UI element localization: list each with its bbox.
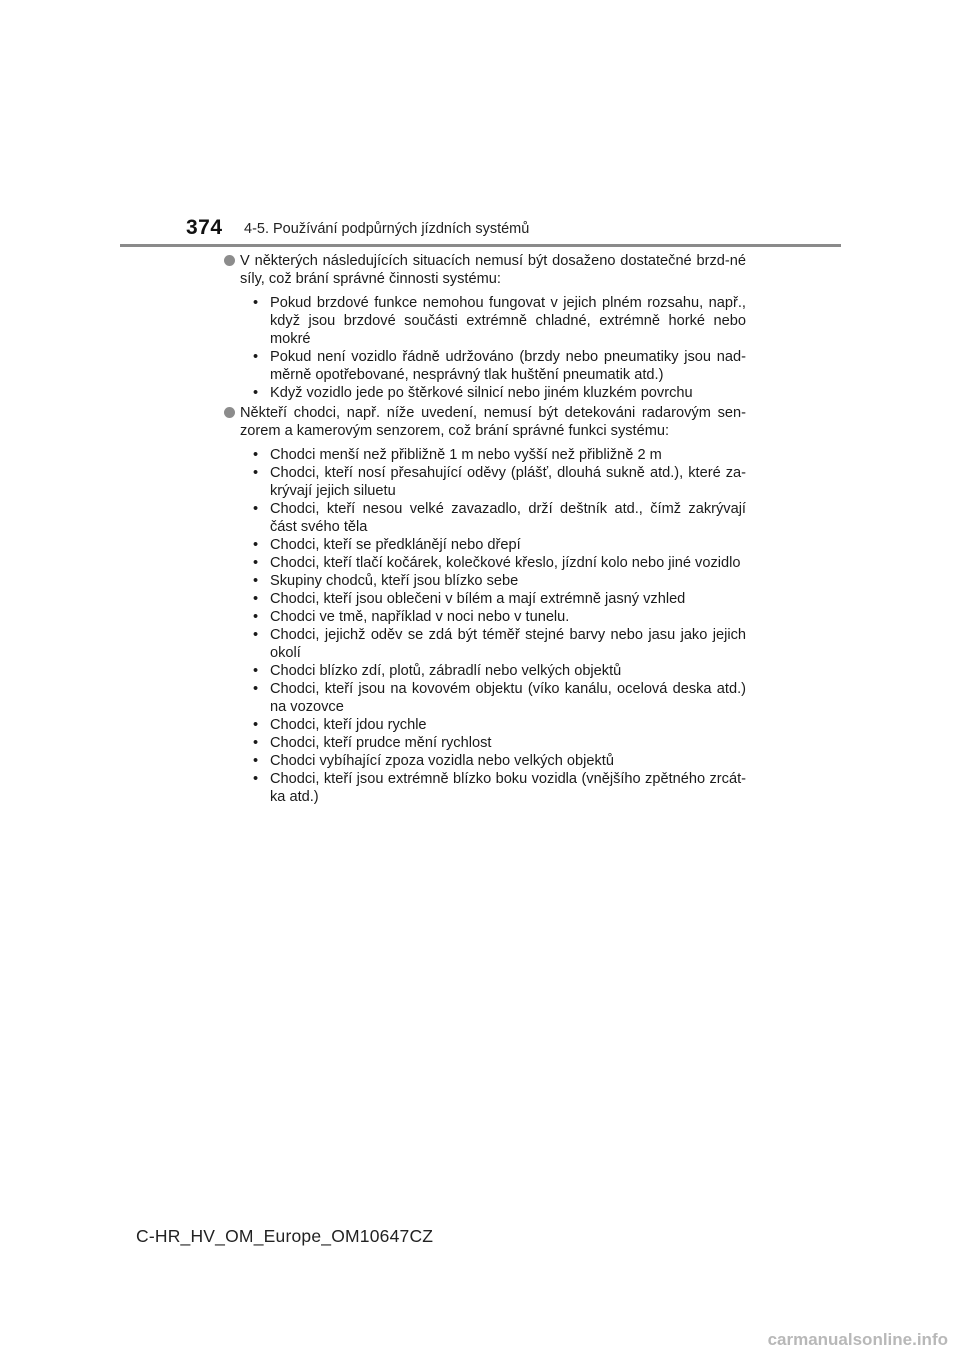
footer-document-code: C-HR_HV_OM_Europe_OM10647CZ [136, 1226, 434, 1246]
sub-bullet-icon: • [253, 717, 259, 733]
list-item-text: Chodci, kteří nosí přesahující oděvy (plášť, dlouhá sukně atd.), které za-krývají jejich siluetu [270, 465, 746, 499]
sub-bullet-icon: • [253, 349, 259, 365]
list-item-text: Chodci, kteří jsou oblečeni v bílém a mají extrémně jasný vzhled [270, 591, 686, 607]
list-item-text: Pokud brzdové funkce nemohou fungovat v jejich plném rozsahu, např., když jsou brzdové součásti extrémně chladné, extrémně horké nebo mokré [270, 295, 746, 347]
bullet-dot-icon [224, 407, 235, 418]
bullet-dot-icon [224, 255, 235, 266]
list-item [240, 680, 746, 716]
bullet-text: Někteří chodci, např. níže uvedení, nemusí být detekováni radarovým sen-zorem a kamerovým senzorem, což brání správné funkci systému: [240, 405, 746, 439]
list-item-text: Chodci ve tmě, například v noci nebo v tunelu. [270, 609, 570, 625]
content [222, 252, 746, 808]
list-item [240, 572, 746, 590]
sub-bullet-icon: • [253, 501, 259, 517]
list-item-text: Chodci, kteří prudce mění rychlost [270, 735, 492, 751]
list-item [240, 626, 746, 662]
bullet-block [222, 404, 746, 806]
bullet-block [222, 252, 746, 402]
sub-bullet-icon: • [253, 735, 259, 751]
watermark[interactable]: carmanualsonline.info [767, 1330, 948, 1349]
list-item [240, 734, 746, 752]
list-item-text: Chodci, kteří se předklánějí nebo dřepí [270, 537, 521, 553]
list-item-text: Chodci blízko zdí, plotů, zábradlí nebo velkých objektů [270, 663, 622, 679]
list-item [240, 752, 746, 770]
sub-bullet-icon: • [253, 465, 259, 481]
sub-bullet-icon: • [253, 753, 259, 769]
list-item [240, 464, 746, 500]
list-item [240, 500, 746, 536]
list-item-text: Chodci, kteří tlačí kočárek, kolečkové křeslo, jízdní kolo nebo jiné vozidlo [270, 555, 741, 571]
sub-bullet-icon: • [253, 663, 259, 679]
list-item-text: Chodci, jejichž oděv se zdá být téměř stejné barvy nebo jasu jako jejich okolí [270, 627, 746, 661]
sub-bullet-icon: • [253, 609, 259, 625]
list-item [240, 590, 746, 608]
sub-bullet-icon: • [253, 385, 259, 401]
sub-list [240, 446, 746, 806]
list-item [240, 348, 746, 384]
list-item [240, 662, 746, 680]
list-item-text: Skupiny chodců, kteří jsou blízko sebe [270, 573, 519, 589]
sub-bullet-icon: • [253, 771, 259, 787]
list-item-text: Chodci, kteří jsou extrémně blízko boku vozidla (vnějšího zpětného zrcát-ka atd.) [270, 771, 746, 805]
list-item-text: Chodci menší než přibližně 1 m nebo vyšší než přibližně 2 m [270, 447, 662, 463]
list-item-text: Chodci, kteří jdou rychle [270, 717, 427, 733]
section-title: 4-5. Používání podpůrných jízdních systémů [244, 221, 530, 237]
list-item [240, 554, 746, 572]
list-item [240, 608, 746, 626]
sub-bullet-icon: • [253, 447, 259, 463]
bullet-text: V některých následujících situacích nemusí být dosaženo dostatečné brzd-né síly, což brání správné činnosti systému: [240, 253, 746, 287]
list-item [240, 384, 746, 402]
sub-bullet-icon: • [253, 537, 259, 553]
list-item [240, 770, 746, 806]
list-item-text: Chodci, kteří jsou na kovovém objektu (víko kanálu, ocelová deska atd.) na vozovce [270, 681, 746, 715]
sub-bullet-icon: • [253, 591, 259, 607]
list-item [240, 716, 746, 734]
header-rule [120, 244, 841, 247]
list-item [240, 446, 746, 464]
sub-bullet-icon: • [253, 573, 259, 589]
list-item-text: Když vozidlo jede po štěrkové silnicí nebo jiném kluzkém povrchu [270, 385, 693, 401]
sub-bullet-icon: • [253, 295, 259, 311]
list-item-text: Pokud není vozidlo řádně udržováno (brzdy nebo pneumatiky jsou nad-měrně opotřebované, nesprávný tlak huštění pneumatik atd.) [270, 349, 746, 383]
sub-list [240, 294, 746, 402]
sub-bullet-icon: • [253, 555, 259, 571]
sub-bullet-icon: • [253, 627, 259, 643]
page-number: 374 [186, 216, 223, 239]
sub-bullet-icon: • [253, 681, 259, 697]
list-item-text: Chodci vybíhající zpoza vozidla nebo velkých objektů [270, 753, 614, 769]
list-item-text: Chodci, kteří nesou velké zavazadlo, drží deštník atd., čímž zakrývají část svého těla [270, 501, 746, 535]
list-item [240, 294, 746, 348]
list-item [240, 536, 746, 554]
